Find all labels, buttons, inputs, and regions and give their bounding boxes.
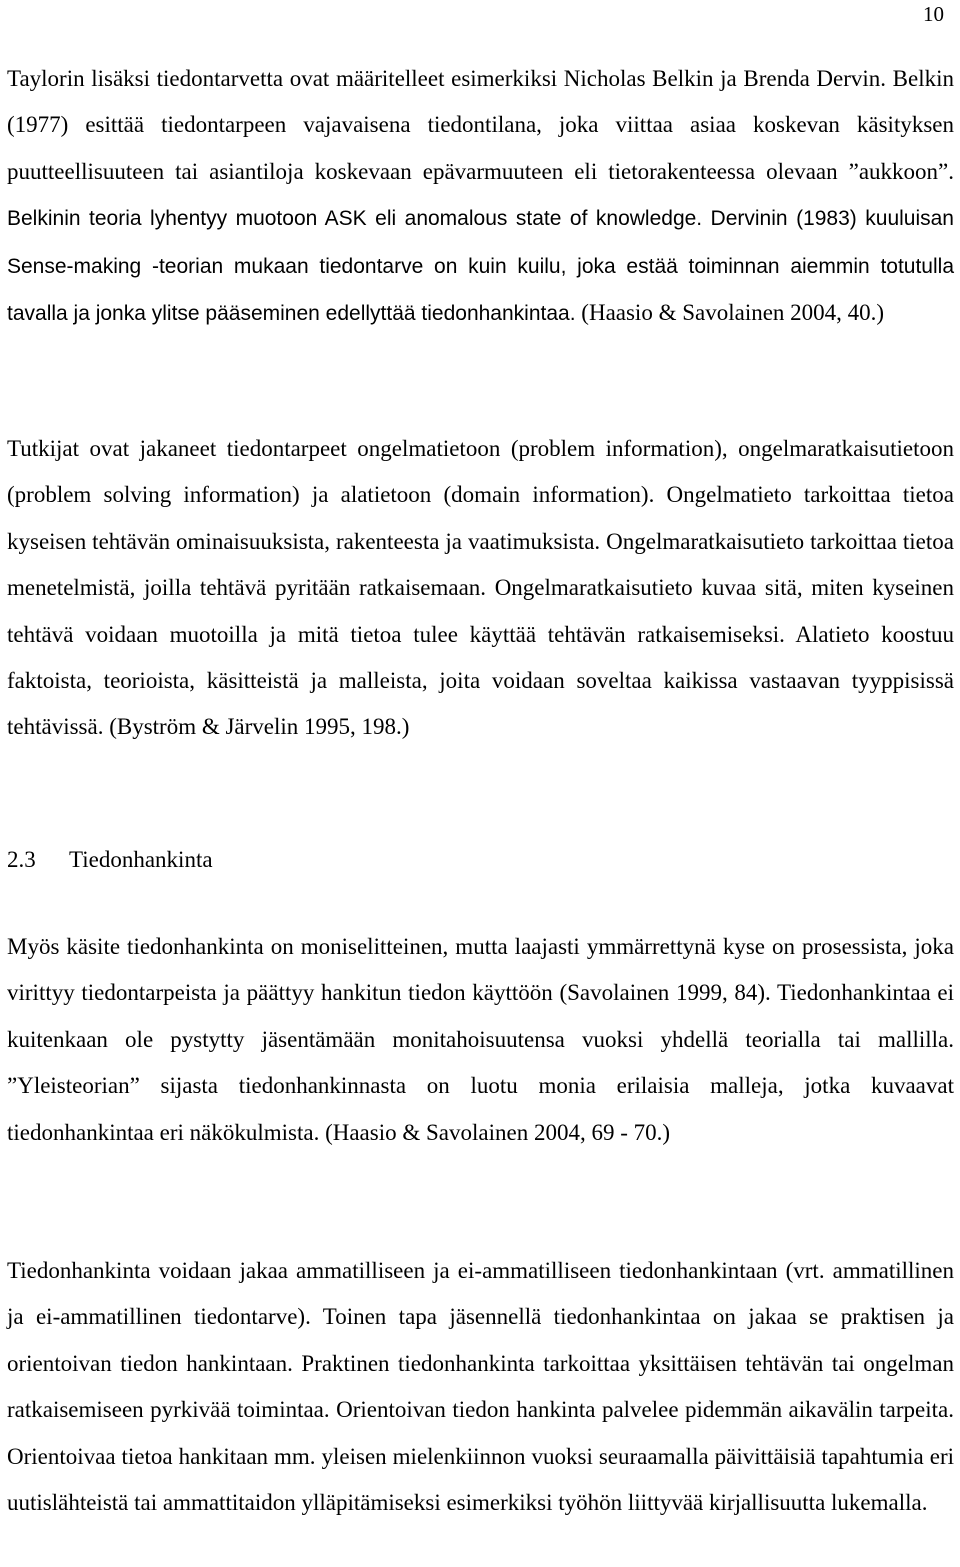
paragraph-information-types [7, 426, 954, 751]
page-number: 10 [923, 2, 944, 26]
paragraph-segment: Taylorin lisäksi tiedontarvetta ovat määritelleet esimerkiksi Nicholas Belkin ja Brenda Dervin. Belkin (1977) esittää tiedontarpeen vajavaisena tiedontilana, joka viittaa asiaa koskevan käsityksen puutteellisuuteen tai asiantiloja koskevaan epävarmuuteen eli tietorakenteessa olevaan ”aukkoon”. [7, 66, 954, 184]
paragraph-text: Tutkijat ovat jakaneet tiedontarpeet ongelmatietoon (problem information), ongelmaratkaisutietoon (problem solving information) ja alatietoon (domain information). Ongelmatieto tarkoittaa tietoa kyseisen tehtävän ominaisuuksista, rakenteesta ja vaatimuksista. Ongelmaratkaisutieto tarkoittaa tietoa menetelmistä, joilla tehtävä pyritään ratkaisemaan. Ongelmaratkaisutieto kuvaa sitä, miten kyseinen tehtävä voidaan muotoilla ja mitä tietoa tulee käyttää tehtävän ratkaisemiseksi. Alatieto koostuu faktoista, teorioista, käsitteistä ja malleista, joita voidaan soveltaa kaikissa vastaavan tyyppisissä tehtävissä. (Byström & Järvelin 1995, 198.) [7, 436, 954, 740]
paragraph-information-seeking-concept [7, 924, 954, 1156]
paragraph-segment-sans: Dervinin (1983) kuuluisan Sense-making -teorian mukaan tiedontarve on kuin kuilu, joka estää toiminnan aiemmin totutulla tavalla ja jonka ylitse pääseminen edellyttää tiedonhankintaa. [7, 207, 954, 326]
section-title: Tiedonhankinta [69, 847, 213, 872]
section-heading [7, 840, 213, 880]
paragraph-information-seeking-types [7, 1248, 954, 1526]
paragraph-text: Myös käsite tiedonhankinta on moniselitteinen, mutta laajasti ymmärrettynä kyse on prosessista, joka virittyy tiedontarpeista ja päättyy hankitun tiedon käyttöön (Savolainen 1999, 84). Tiedonhankintaa ei kuitenkaan ole pystytty jäsentämään monitahoisuutensa vuoksi yhdellä teorialla tai mallilla. ”Yleisteorian” sijasta tiedonhankinnasta on luotu monia erilaisia malleja, jotka kuvaavat tiedonhankintaa eri näkökulmista. (Haasio & Savolainen 2004, 69 - 70.) [7, 934, 954, 1145]
paragraph-segment-sans: Belkinin teoria lyhentyy muotoon ASK eli anomalous state of knowledge. [7, 207, 703, 231]
paragraph-information-needs-theories [7, 56, 954, 337]
paragraph-text: Tiedonhankinta voidaan jakaa ammatilliseen ja ei-ammatilliseen tiedonhankintaan (vrt. ammatillinen ja ei-ammatillinen tiedontarve). Toinen tapa jäsennellä tiedonhankintaa on jakaa se praktisen ja orientoivan tiedon hankintaan. Praktinen tiedonhankinta tarkoittaa yksittäisen tehtävän tai ongelman ratkaisemiseen pyrkivää toimintaa. Orientoivan tiedon hankinta palvelee pidemmän aikavälin tarpeita. Orientoivaa tietoa hankitaan mm. yleisen mielenkiinnon vuoksi seuraamalla päivittäisiä tapahtumia eri uutislähteistä tai ammattitaidon ylläpitämiseksi esimerkiksi työhön liittyvää kirjallisuutta lukemalla. [7, 1258, 954, 1516]
paragraph-text [7, 56, 954, 337]
citation: (Haasio & Savolainen 2004, 40.) [581, 300, 885, 326]
section-number: 2.3 [7, 847, 36, 872]
